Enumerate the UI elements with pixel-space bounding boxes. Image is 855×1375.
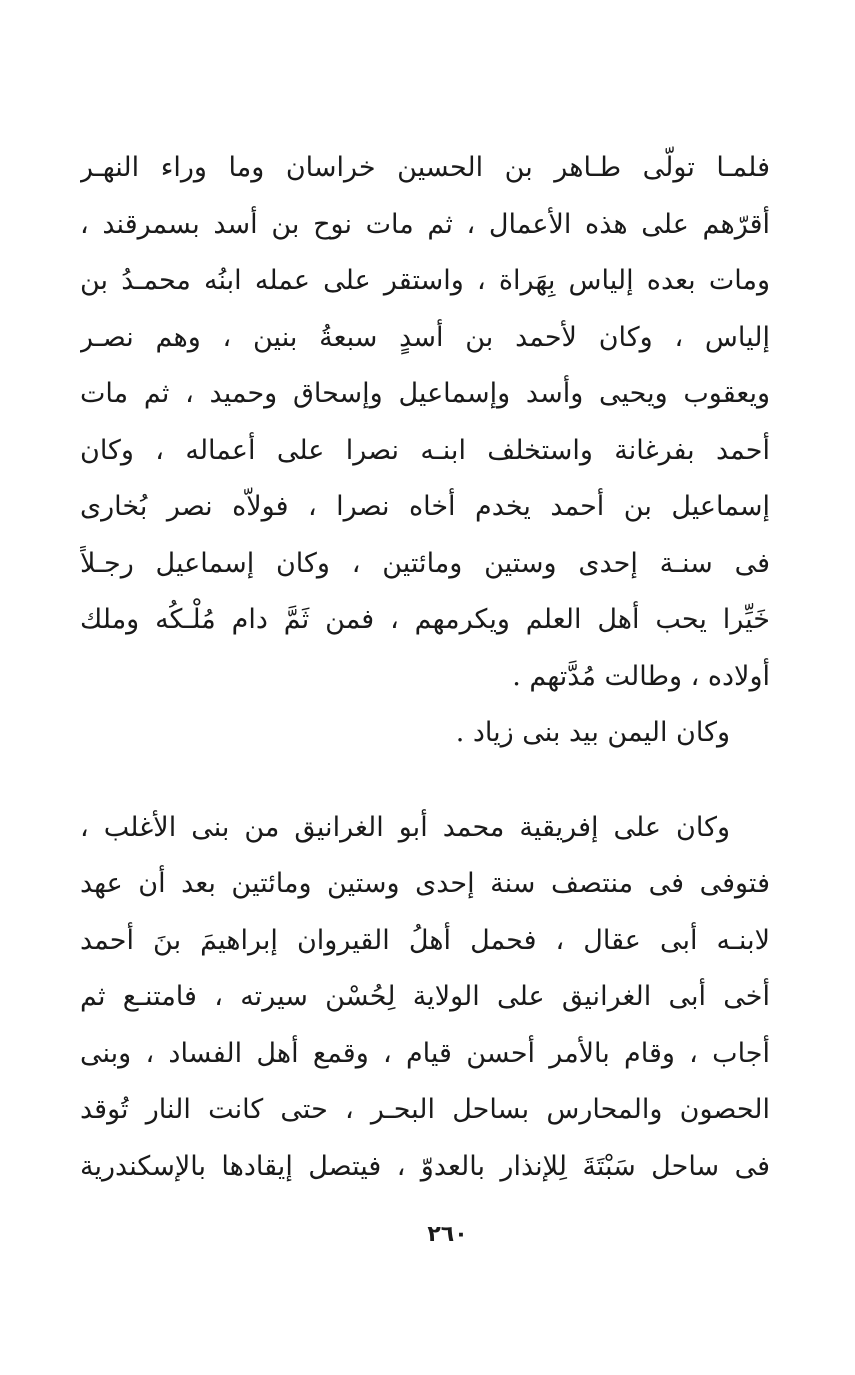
text-line: فلمـا تولّى طـاهر بن الحسين خراسان وما وراء النهـر bbox=[80, 152, 770, 183]
text-line: ومات بعده إلياس بِهَراة ، واستقر على عمله ابنُه محمـدُ بن bbox=[80, 265, 770, 296]
text-line: أخى أبى الغرانيق على الولاية لِحُسْن سيرته ، فامتنـع ثم bbox=[80, 981, 770, 1012]
text-line: أقرّهم على هذه الأعمال ، ثم مات نوح بن أسد بسمرقند ، bbox=[80, 208, 770, 240]
text-line: وكان على إفريقية محمد أبو الغرانيق من بنى الأغلب ، bbox=[80, 811, 730, 843]
text-line: أحمد بفرغانة واستخلف ابنـه نصرا على أعماله ، وكان bbox=[80, 434, 770, 466]
text-line: وكان اليمن بيد بنى زياد . bbox=[455, 717, 730, 748]
page-number: ٢٦٠ bbox=[427, 1222, 468, 1247]
text-line: أجاب ، وقام بالأمر أحسن قيام ، وقمع أهل الفساد ، وبنى bbox=[80, 1037, 770, 1069]
text-line: لابنـه أبى عقال ، فحمل أهلُ القيروان إبراهيمَ بنَ أحمد bbox=[80, 924, 770, 956]
paragraph-gap bbox=[80, 762, 770, 800]
text-line: إسماعيل بن أحمد يخدم أخاه نصرا ، فولاّه نصر بُخارى bbox=[80, 491, 770, 522]
page-body bbox=[80, 140, 770, 1195]
paragraph-2 bbox=[80, 705, 770, 762]
text-line: أولاده ، وطالت مُدَّتهم . bbox=[512, 660, 770, 692]
text-line: فى ساحل سَبْتَةَ لِلإنذار بالعدوّ ، فيتصل إيقادها بالإسكندرية bbox=[80, 1150, 770, 1182]
text-line: فى سنـة إحدى وستين ومائتين ، وكان إسماعيل رجـلاً bbox=[80, 547, 770, 579]
text-line: ويعقوب ويحيى وأسد وإسماعيل وإسحاق وحميد ، ثم مات bbox=[80, 378, 770, 409]
text-line: الحصون والمحارس بساحل البحـر ، حتى كانت النار تُوقد bbox=[80, 1094, 770, 1125]
text-line: إلياس ، وكان لأحمد بن أسدٍ سبعةُ بنين ، وهم نصـر bbox=[80, 321, 770, 353]
paragraph-3 bbox=[80, 800, 770, 1196]
text-line: فتوفى فى منتصف سنة إحدى وستين ومائتين بعد أن عهد bbox=[80, 868, 770, 899]
text-line: خَيِّرا يحب أهل العلم ويكرمهم ، فمن ثَمَّ دام مُلْـكُه وملك bbox=[80, 604, 770, 635]
paragraph-1 bbox=[80, 140, 770, 705]
